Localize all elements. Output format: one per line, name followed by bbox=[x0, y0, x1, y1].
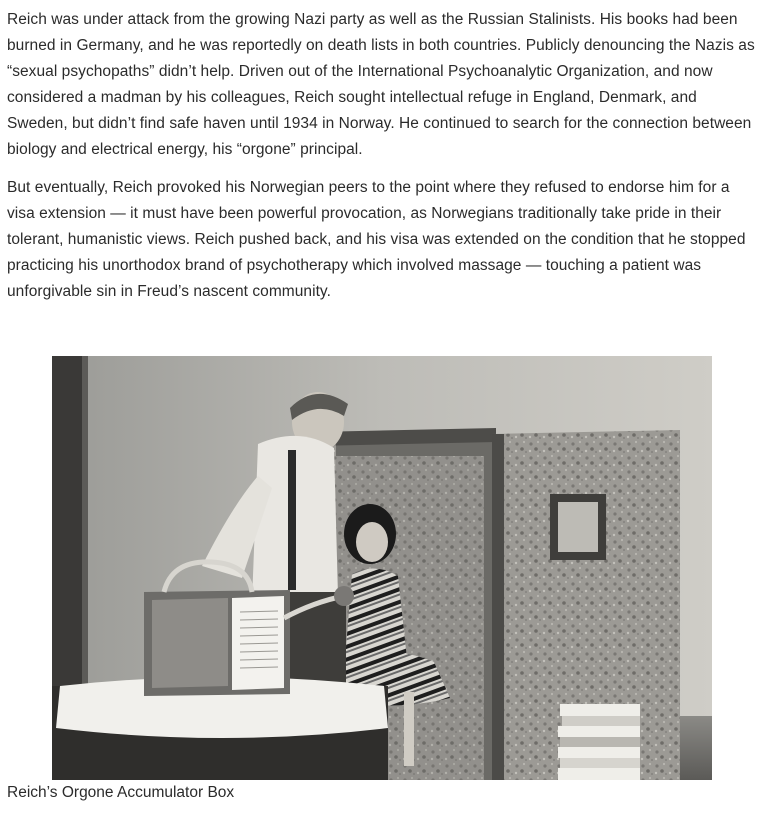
photo-caption: Reich’s Orgone Accumulator Box bbox=[7, 784, 235, 801]
orgone-accumulator-photo bbox=[52, 356, 712, 780]
paragraph: Reich was under attack from the growing Nazi party as well as the Russian Stalinists. His books had been burned in Germany, and he was reportedly on death lists in both countries. Publicly denouncing the Nazis as “sexual psychopaths” didn’t help. Driven out of the International Psychoanalytic Organization, and now considered a madman by his colleagues, Reich sought intellectual refuge in England, Denmark, and Sweden, but didn’t find safe haven until 1934 in Norway. He continued to search for the connection between biology and electrical energy, his “orgone” principal. bbox=[7, 11, 755, 158]
paragraph: But eventually, Reich provoked his Norwegian peers to the point where they refused to endorse him for a visa extension — it must have been powerful provocation, as Norwegians traditionally take pride in their tolerant, humanistic views. Reich pushed back, and his visa was extended on the condition that he stopped practicing his unorthodox brand of psychotherapy which involved massage — touching a patient was unforgivable sin in Freud’s nascent community. bbox=[7, 179, 746, 300]
article-body bbox=[7, 7, 757, 305]
article-photo bbox=[52, 356, 712, 780]
